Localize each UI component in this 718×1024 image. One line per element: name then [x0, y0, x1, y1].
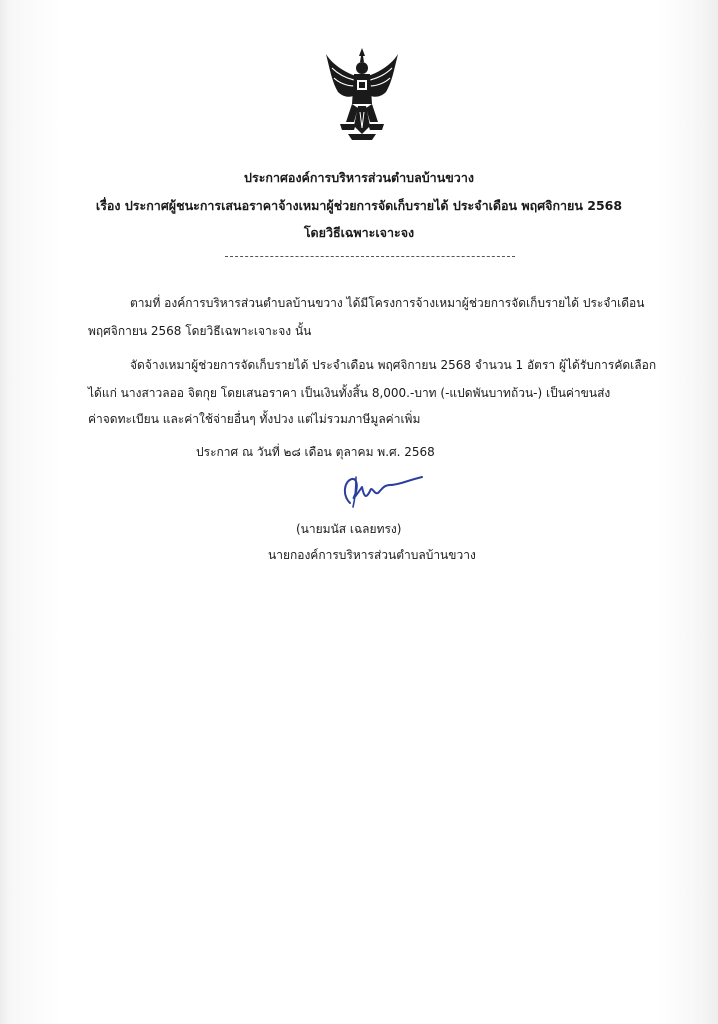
garuda-emblem-icon [324, 46, 400, 142]
body-paragraph-2-line-1: จัดจ้างเหมาผู้ช่วยการจัดเก็บรายได้ ประจำเดือน พฤศจิกายน 2568 จำนวน 1 อัตรา ผู้ได้รับการคัดเลือก [130, 358, 657, 372]
handwritten-signature [336, 473, 426, 509]
signatory-name: (นายมนัส เฉลยทรง) [296, 522, 402, 536]
body-paragraph-2-line-3: ค่าจดทะเบียน และค่าใช้จ่ายอื่นๆ ทั้งปวง แต่ไม่รวมภาษีมูลค่าเพิ่ม [88, 412, 421, 426]
announcement-title: ประกาศองค์การบริหารส่วนตำบลบ้านขวาง [244, 170, 474, 185]
body-paragraph-1-line-2: พฤศจิกายน 2568 โดยวิธีเฉพาะเจาะจง นั้น [88, 324, 312, 338]
announcement-date: ประกาศ ณ วันที่ ๒๘ เดือน ตุลาคม พ.ศ. 2568 [196, 445, 435, 459]
dashed-divider [225, 256, 515, 257]
announcement-subject: เรื่อง ประกาศผู้ชนะการเสนอราคาจ้างเหมาผู้ช่วยการจัดเก็บรายได้ ประจำเดือน พฤศจิกายน 2568 [95, 198, 623, 213]
body-paragraph-1-line-1: ตามที่ องค์การบริหารส่วนตำบลบ้านขวาง ได้มีโครงการจ้างเหมาผู้ช่วยการจัดเก็บรายได้ ประจำเดือน [130, 296, 645, 310]
body-paragraph-2-line-2: ได้แก่ นางสาวลออ จิตกุย โดยเสนอราคา เป็นเงินทั้งสิ้น 8,000.-บาท (-แปดพันบาทถ้วน-) เป็นค่าขนส่ง [88, 386, 611, 400]
signatory-title: นายกองค์การบริหารส่วนตำบลบ้านขวาง [268, 548, 476, 562]
announcement-method: โดยวิธีเฉพาะเจาะจง [303, 225, 415, 240]
